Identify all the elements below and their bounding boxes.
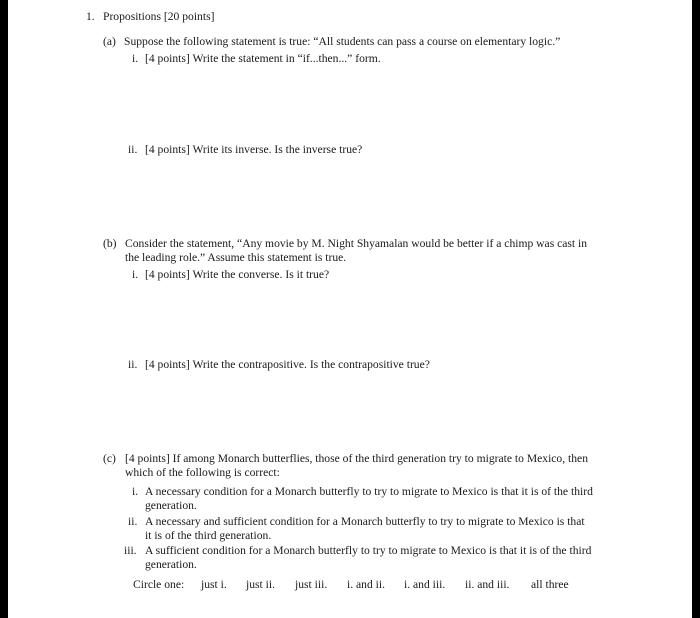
circle-one-label: Circle one: [133, 578, 185, 591]
choice-just-iii[interactable]: just iii. [295, 578, 328, 591]
part-b-statement-line-1: Consider the statement, “Any movie by M. Night Shyamalan would be better if a chimp was cast in [125, 237, 588, 250]
option-3-line-2: generation. [145, 558, 197, 571]
worksheet-page [8, 0, 692, 618]
part-c-statement-line-1: [4 points] If among Monarch butterflies, those of the third generation try to migrate to Mexico, then [125, 452, 588, 465]
problem-number: 1. [86, 10, 95, 23]
part-a-label: (a) [103, 35, 116, 48]
part-c-statement-line-2: which of the following is correct: [125, 466, 280, 479]
part-b-statement-line-2: the leading role.” Assume this statement is true. [125, 251, 347, 264]
option-1-line-1: A necessary condition for a Monarch butterfly to try to migrate to Mexico is that it is of the third [145, 485, 593, 498]
part-a-statement: Suppose the following statement is true: “All students can pass a course on elementary logic.” [124, 35, 561, 48]
choice-all-three[interactable]: all three [531, 578, 569, 591]
part-a-item-2-text: [4 points] Write its inverse. Is the inverse true? [145, 143, 363, 156]
option-2-numeral: ii. [128, 515, 138, 528]
choice-i-and-iii[interactable]: i. and iii. [404, 578, 446, 591]
option-2-line-2: it is of the third generation. [145, 529, 272, 542]
part-a-item-2-numeral: ii. [128, 143, 138, 156]
part-a-item-1-text: [4 points] Write the statement in “if...then...” form. [145, 52, 381, 65]
problem-title: Propositions [20 points] [103, 10, 215, 23]
option-3-line-1: A sufficient condition for a Monarch butterfly to try to migrate to Mexico is that it is of the third [145, 544, 592, 557]
choice-just-ii[interactable]: just ii. [246, 578, 275, 591]
part-b-item-1-text: [4 points] Write the converse. Is it true? [145, 268, 330, 281]
choice-i-and-ii[interactable]: i. and ii. [347, 578, 385, 591]
option-3-numeral: iii. [124, 544, 137, 557]
part-c-label: (c) [103, 452, 116, 465]
part-b-item-2-numeral: ii. [128, 358, 138, 371]
part-b-item-1-numeral: i. [132, 268, 139, 281]
part-b-item-2-text: [4 points] Write the contrapositive. Is the contrapositive true? [145, 358, 430, 371]
option-1-line-2: generation. [145, 499, 197, 512]
option-2-line-1: A necessary and sufficient condition for a Monarch butterfly to try to migrate to Mexico is that [145, 515, 585, 528]
part-b-label: (b) [103, 237, 117, 250]
part-a-item-1-numeral: i. [132, 52, 139, 65]
choice-just-i[interactable]: just i. [201, 578, 227, 591]
option-1-numeral: i. [132, 485, 139, 498]
choice-ii-and-iii[interactable]: ii. and iii. [465, 578, 510, 591]
